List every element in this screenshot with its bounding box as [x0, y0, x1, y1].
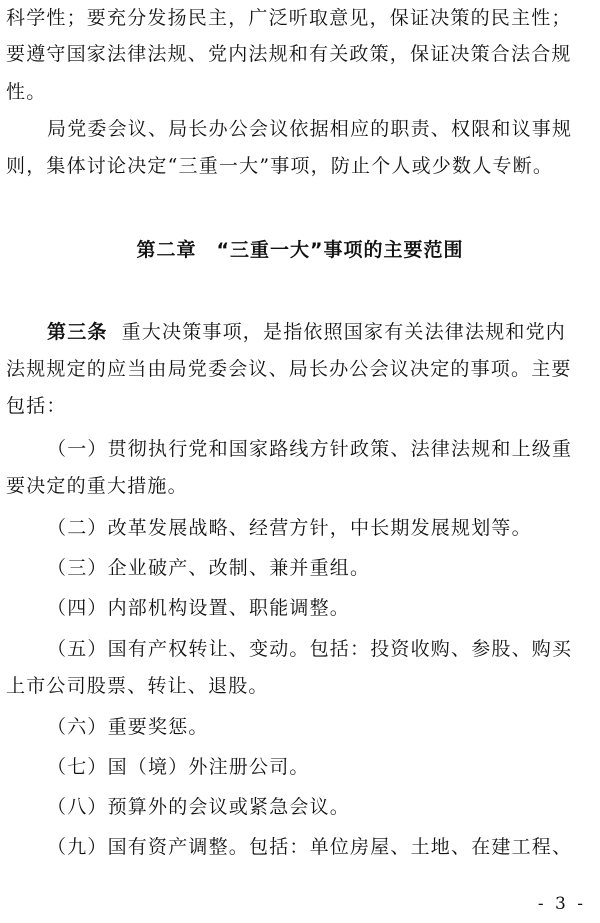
body-text-line: 性。: [6, 81, 47, 103]
body-text-line: 局党委会议、局长办公会议依据相应的职责、权限和议事规: [47, 118, 573, 140]
list-item: （六）重要奖惩。: [47, 716, 209, 738]
list-item-continuation: 要决定的重大措施。: [6, 475, 188, 497]
article-text: 重大决策事项，是指依照国家有关法律法规和党内: [121, 321, 567, 343]
list-item: （七）国（境）外注册公司。: [47, 756, 310, 778]
chapter-heading: 第二章 “三重一大”事项的主要范围: [136, 239, 464, 261]
list-item: （五）国有产权转让、变动。包括：投资收购、参股、购买: [47, 638, 573, 660]
list-item: （一）贯彻执行党和国家路线方针政策、法律法规和上级重: [47, 438, 573, 460]
body-text-line: 要遵守国家法律法规、党内法规和有关政策，保证决策合法合规: [6, 43, 572, 65]
body-text-line: 法规规定的应当由局党委会议、局长办公会议决定的事项。主要: [6, 358, 572, 380]
list-item: （八）预算外的会议或紧急会议。: [47, 796, 351, 818]
body-text-line: 包括：: [6, 395, 67, 417]
article-3-first-line: [0, 320, 600, 344]
page-number: - 3 -: [537, 894, 586, 914]
body-text-line: 科学性；要充分发扬民主，广泛听取意见，保证决策的民主性；: [6, 7, 572, 29]
list-item: （三）企业破产、改制、兼并重组。: [47, 557, 371, 579]
list-item: （九）国有资产调整。包括：单位房屋、土地、在建工程、: [47, 836, 573, 858]
list-item-continuation: 上市公司股票、转让、退股。: [6, 675, 269, 697]
list-item: （二）改革发展战略、经营方针，中长期发展规划等。: [47, 517, 532, 539]
list-item: （四）内部机构设置、职能调整。: [47, 597, 351, 619]
body-text-line: 则，集体讨论决定“三重一大”事项，防止个人或少数人专断。: [6, 155, 554, 177]
article-label: 第三条: [47, 321, 108, 343]
